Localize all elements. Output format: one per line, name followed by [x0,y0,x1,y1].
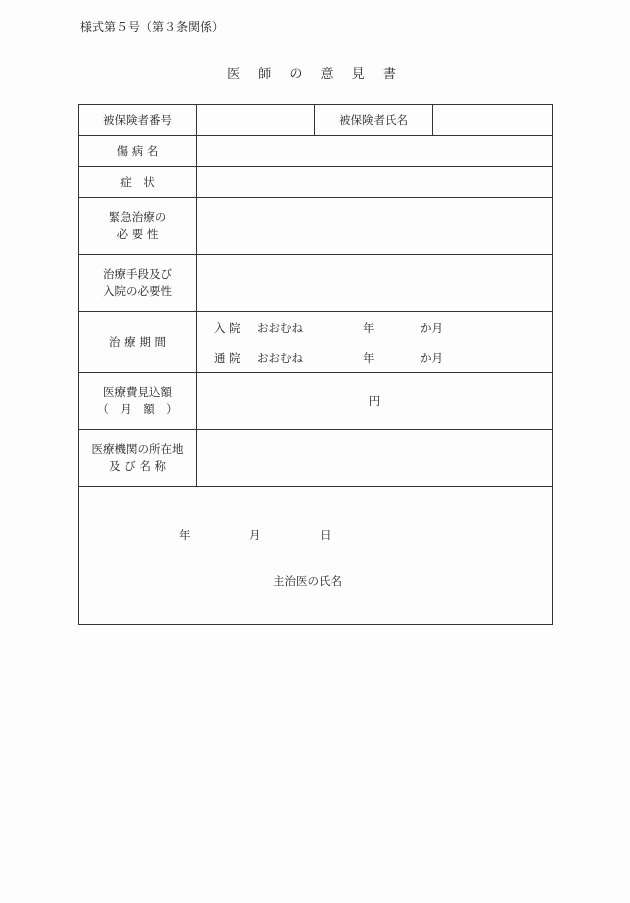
treatment-field[interactable] [197,255,553,312]
document-title: 医 師 の 意 見 書 [227,67,403,82]
symptom-label: 症 状 [79,167,197,198]
inpatient-approx: おおむね [257,321,303,335]
urgency-field[interactable] [197,198,553,255]
insured-name-field[interactable] [433,105,553,136]
form-number: 様式第５号（第３条関係） [80,20,225,34]
outpatient-months: か月 [420,351,443,365]
treatment-label [79,255,197,312]
signature-month: 月 [249,528,261,542]
signature-row [79,487,553,625]
cost-field[interactable] [197,373,553,430]
disease-row [79,136,553,167]
signature-day: 日 [320,528,332,542]
inpatient-line [197,312,552,342]
opinion-form-table [78,104,553,625]
treatment-label-line-2: 入院の必要性 [103,284,172,298]
urgency-label-line-2: 必 要 性 [116,227,159,241]
doctor-name-label: 主治医の氏名 [273,574,342,588]
inpatient-year: 年 [363,321,375,335]
outpatient-approx: おおむね [257,351,303,365]
cost-label-line-1: 医療費見込額 [103,385,172,399]
cost-row [79,373,553,430]
insured-row [79,105,553,136]
outpatient-year: 年 [363,351,375,365]
signature-year: 年 [179,528,191,542]
institution-label-line-2: 及 び 名 称 [109,459,166,473]
cost-label-line-2: （ 月 額 ） [97,402,178,416]
signature-area [79,487,553,625]
outpatient-line [197,342,552,372]
treatment-row [79,255,553,312]
urgency-label-line-1: 緊急治療の [108,210,167,224]
institution-field[interactable] [197,430,553,487]
period-row [79,312,553,373]
outpatient-kind: 通 院 [214,351,241,365]
insured-number-field[interactable] [197,105,315,136]
disease-field[interactable] [197,136,553,167]
inpatient-kind: 入 院 [214,321,241,335]
period-field[interactable] [197,312,553,373]
symptom-field[interactable] [197,167,553,198]
institution-label-line-1: 医療機関の所在地 [91,442,184,456]
urgency-row [79,198,553,255]
insured-number-label: 被保険者番号 [79,105,197,136]
institution-label [79,430,197,487]
urgency-label [79,198,197,255]
cost-label [79,373,197,430]
symptom-row [79,167,553,198]
institution-row [79,430,553,487]
disease-label: 傷 病 名 [79,136,197,167]
period-label: 治 療 期 間 [79,312,197,373]
treatment-label-line-1: 治療手段及び [103,267,172,281]
yen-unit: 円 [368,394,381,408]
inpatient-months: か月 [420,321,443,335]
insured-name-label: 被保険者氏名 [315,105,433,136]
